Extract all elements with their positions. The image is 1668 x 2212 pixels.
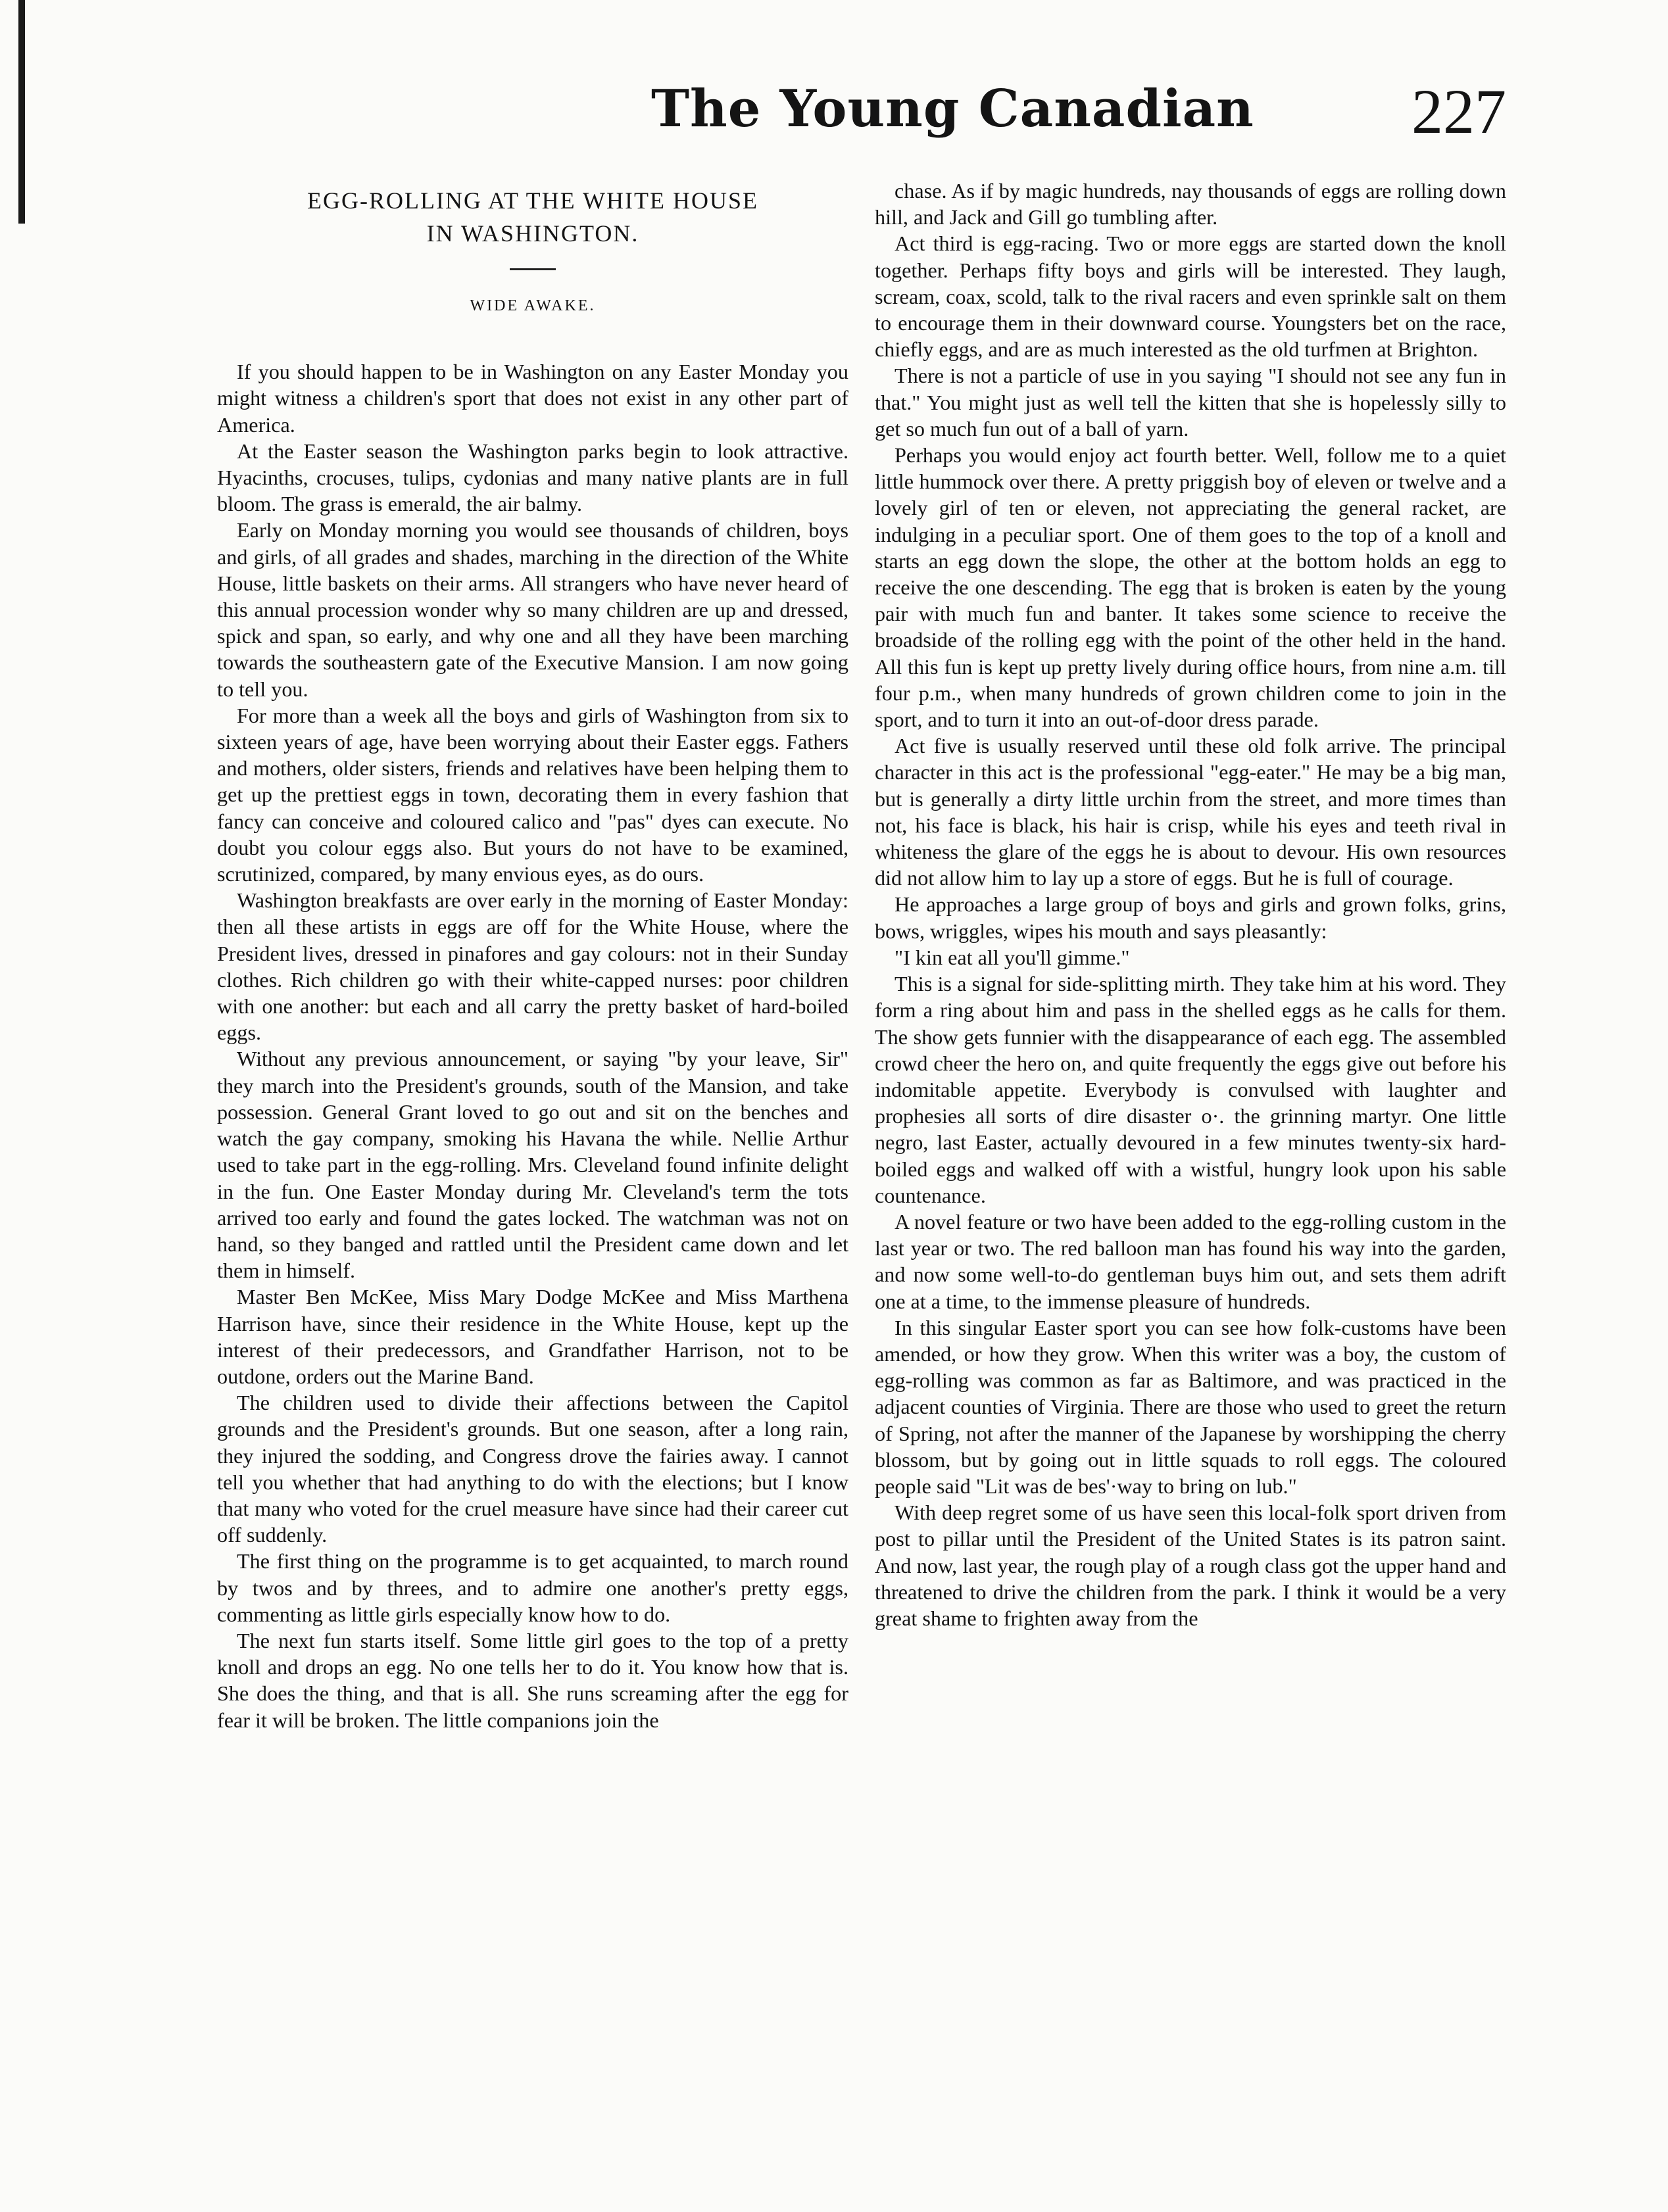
paragraph: Early on Monday morning you would see thousands of children, boys and girls, of all grades and shades, marching in the direction of the White House, little baskets on their arms. All strangers who have never heard of this annual procession wonder why so many children are up and dressed, spick and span, so early, and why one and all they have been marching towards the southeastern gate of the Executive Mansion. I am now going to tell you. <box>217 518 848 701</box>
page-edge-rule <box>18 0 25 224</box>
paragraph: He approaches a large group of boys and girls and grown folks, grins, bows, wriggles, wipes his mouth and says pleasantly: <box>875 892 1506 943</box>
paragraph: "I kin eat all you'll gimme." <box>895 945 1130 969</box>
paragraph: The next fun starts itself. Some little girl goes to the top of a pretty knoll and drops an egg. No one tells her to do it. You know how that is. She does the thing, and that is all. She runs screaming after the egg for fear it will be broken. The little companions join the <box>217 1628 848 1732</box>
paragraph: For more than a week all the boys and girls of Washington from six to sixteen years of age, have been worrying about their Easter eggs. Fathers and mothers, older sisters, friends and relatives have been helping them to get up the prettiest eggs in town, decorating them in every fashion that fancy can conceive and coloured calico and "pas" dyes can execute. No doubt you colour eggs also. But yours do not have to be examined, scrutinized, compared, by many envious eyes, as do ours. <box>217 703 848 886</box>
title-line-1: EGG-ROLLING AT THE WHITE HOUSE <box>307 187 758 214</box>
paragraph: If you should happen to be in Washington on any Easter Monday you might witness a children's sport that does not exist in any other part of America. <box>217 360 848 437</box>
paragraph: A novel feature or two have been added to the egg-rolling custom in the last year or two. The red balloon man has found his way into the garden, and now some well-to-do gentleman buys him out, and sets them adrift one at a time, to the immense pleasure of hundreds. <box>875 1209 1506 1313</box>
paragraph: In this singular Easter sport you can see how folk-customs have been amended, or how they grow. When this writer was a boy, the custom of egg-rolling was common as far as Baltimore, and was practiced in the adjacent counties of Virginia. There are those who used to greet the return of Spring, not after the manner of the Japanese by worshipping the cherry blossom, but by going out in little squads to roll eggs. The coloured people said "Lit was de bes'·way to bring on lub." <box>875 1315 1506 1498</box>
page-header <box>217 76 1506 158</box>
right-column <box>875 178 1506 1631</box>
paragraph: The first thing on the programme is to get acquainted, to march round by twos and by threes, and to admire one another's pretty eggs, commenting as little girls especially know how to do. <box>217 1549 848 1626</box>
byline: WIDE AWAKE. <box>470 297 596 314</box>
paragraph: At the Easter season the Washington parks begin to look attractive. Hyacinths, crocuses, tulips, cydonias and many native plants are in full bloom. The grass is emerald, the air balmy. <box>217 439 848 516</box>
paragraph: The children used to divide their affections between the Capitol grounds and the President's grounds. But one season, after a long rain, they injured the sodding, and Congress drove the fairies away. I cannot tell you whether that had anything to do with the elections; but I know that many who voted for the cruel measure have since had their career cut off suddenly. <box>217 1391 848 1547</box>
title-divider <box>510 268 556 270</box>
paragraph: Perhaps you would enjoy act fourth better. Well, follow me to a quiet little hummock over there. A pretty priggish boy of eleven or twelve and a lovely girl of ten or eleven, not appreciating the general racket, are indulging in a peculiar sport. One of them goes to the top of a knoll and starts an egg down the slope, the other at the bottom holds an egg to receive the one descending. The egg that is broken is eaten by the young pair with much fun and banter. It takes some science to receive the broadside of the rolling egg with the point of the other held in the hand. All this fun is kept up pretty lively during office hours, from nine a.m. till four p.m., when many hundreds of grown children come to join in the sport, and to turn it into an out-of-door dress parade. <box>875 443 1506 732</box>
paragraph: Act five is usually reserved until these old folk arrive. The principal character in this act is the professional "egg-eater." He may be a big man, but is generally a dirty little urchin from the street, and more times than not, his face is black, his hair is crisp, while his eyes and teeth rival in whiteness the glare of the eggs he is about to devour. His own resources did not allow him to lay up a store of eggs. But he is full of courage. <box>875 734 1506 890</box>
paragraph: Master Ben McKee, Miss Mary Dodge McKee and Miss Marthena Harrison have, since their residence in the White House, kept up the interest of their predecessors, and Grandfather Harrison, not to be outdone, orders out the Marine Band. <box>217 1285 848 1388</box>
paragraph: There is not a particle of use in you saying "I should not see any fun in that." You might just as well tell the kitten that she is hopelessly silly to get so much fun out of a ball of yarn. <box>875 364 1506 441</box>
masthead: The Young Canadian <box>651 79 1254 139</box>
paragraph: With deep regret some of us have seen this local-folk sport driven from post to pillar until the President of the United States is its patron saint. And now, last year, the rough play of a rough class got the upper hand and threatened to drive the children from the park. I think it would be a very great shame to frighten away from the <box>875 1501 1506 1630</box>
paragraph: This is a signal for side-splitting mirth. They take him at his word. They form a ring about him and pass in the shelled eggs as he calls for them. The show gets funnier with the disappearance of each egg. The assembled crowd cheer the hero on, and quite frequently the eggs give out before his indomitable appetite. Everybody is convulsed with laughter and prophesies all sorts of dire disaster o·. the grinning martyr. One little negro, last Easter, actually devoured in a few minutes twenty-six hard-boiled eggs and walked off with a wistful, hungry look upon his sable countenance. <box>875 972 1506 1207</box>
paragraph: Without any previous announcement, or saying "by your leave, Sir" they march into the President's grounds, south of the Mansion, and take possession. General Grant loved to go out and sit on the benches and watch the gay company, smoking his Havana the while. Nellie Arthur used to take part in the egg-rolling. Mrs. Cleveland found infinite delight in the fun. One Easter Monday during Mr. Cleveland's term the tots arrived too early and found the gates locked. The watchman was not on hand, so they banged and rattled until the President came down and let them in himself. <box>217 1047 848 1283</box>
title-line-2: IN WASHINGTON. <box>426 220 639 247</box>
article-title <box>243 184 822 250</box>
paragraph: Washington breakfasts are over early in the morning of Easter Monday: then all these artists in eggs are off for the White House, where the President lives, dressed in pinafores and gay colours: not in their Sunday clothes. Rich children go with their white-capped nurses: poor children with one another: but each and all carry the pretty basket of hard-boiled eggs. <box>217 888 848 1045</box>
page-number: 227 <box>1411 76 1506 147</box>
left-column <box>217 178 848 1733</box>
paragraph: Act third is egg-racing. Two or more eggs are started down the knoll together. Perhaps fifty boys and girls will be interested. They laugh, scream, coax, scold, talk to the rival racers and even sprinkle salt on them to encourage them in their downward course. Youngsters bet on the race, chiefly eggs, and are as much interested as the old turfmen at Brighton. <box>875 231 1506 362</box>
paragraph: chase. As if by magic hundreds, nay thousands of eggs are rolling down hill, and Jack and Gill go tumbling after. <box>875 179 1506 229</box>
